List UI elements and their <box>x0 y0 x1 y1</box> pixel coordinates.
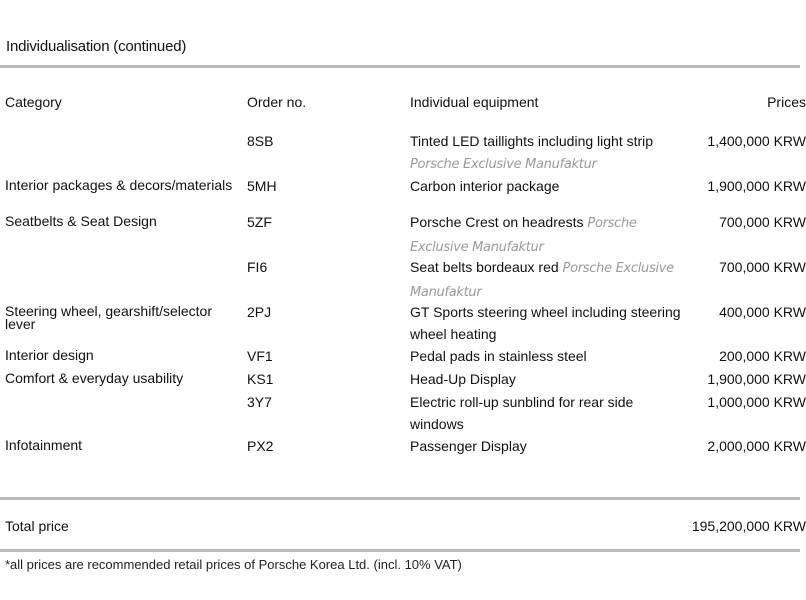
row-order-no: FI6 <box>247 259 268 275</box>
row-order-no: 2PJ <box>247 304 272 320</box>
footer-divider <box>0 549 800 552</box>
row-order-no: 5MH <box>247 178 277 194</box>
row-category: Comfort & everyday usability <box>5 370 184 386</box>
table-header <box>0 94 806 114</box>
row-category: Interior packages & decors/materials <box>5 177 233 193</box>
row-category: Steering wheel, gearshift/selector lever <box>5 303 212 332</box>
row-order-no: VF1 <box>247 348 273 364</box>
row-equipment <box>410 130 685 176</box>
row-order-no: KS1 <box>247 371 274 387</box>
row-price: 1,000,000 KRW <box>707 394 806 410</box>
row-category <box>5 130 240 134</box>
header-divider <box>0 65 800 68</box>
equipment-name: Seat belts bordeaux red <box>410 259 559 275</box>
header-prices: Prices <box>767 94 806 110</box>
page-title: Individualisation (continued) <box>6 38 187 55</box>
equipment-note: Porsche Exclusive Manufaktur <box>410 216 637 255</box>
row-category: Seatbelts & Seat Design <box>5 213 157 229</box>
row-order-no: 3Y7 <box>247 394 272 410</box>
header-category: Category <box>5 94 62 110</box>
row-price: 1,400,000 KRW <box>707 133 806 149</box>
row-price: 2,000,000 KRW <box>707 438 806 454</box>
equipment-name: Tinted LED taillights including light strip <box>410 133 654 149</box>
equipment-name: Pedal pads in stainless steel <box>410 348 587 364</box>
equipment-name: Head-Up Display <box>410 371 516 387</box>
header-equipment: Individual equipment <box>410 94 539 110</box>
equipment-note: Porsche Exclusive Manufaktur <box>410 261 674 300</box>
row-equipment <box>410 345 685 367</box>
row-category <box>5 391 240 395</box>
footnote: *all prices are recommended retail prices of Porsche Korea Ltd. (incl. 10% VAT) <box>5 557 462 572</box>
row-order-no: PX2 <box>247 438 274 454</box>
row-category: Interior design <box>5 347 94 363</box>
row-price: 1,900,000 KRW <box>707 371 806 387</box>
row-price: 200,000 KRW <box>719 348 806 364</box>
total-price-value: 195,200,000 KRW <box>691 518 806 534</box>
total-divider <box>0 497 800 500</box>
row-price: 400,000 KRW <box>719 304 806 320</box>
row-equipment <box>410 256 685 304</box>
equipment-name: GT Sports steering wheel including steering wheel heating <box>410 304 681 342</box>
header-order-no: Order no. <box>247 94 307 110</box>
row-equipment <box>410 391 685 435</box>
row-price: 1,900,000 KRW <box>707 178 806 194</box>
equipment-name: Porsche Crest on headrests <box>410 214 584 230</box>
total-price-label: Total price <box>5 518 69 534</box>
equipment-name: Carbon interior package <box>410 178 560 194</box>
row-equipment <box>410 435 685 457</box>
row-equipment <box>410 301 685 345</box>
row-price: 700,000 KRW <box>719 214 806 230</box>
row-equipment <box>410 175 685 197</box>
row-order-no: 5ZF <box>247 214 272 230</box>
equipment-name: Passenger Display <box>410 438 527 454</box>
equipment-name: Electric roll-up sunblind for rear side windows <box>410 394 634 432</box>
row-price: 700,000 KRW <box>719 259 806 275</box>
row-equipment <box>410 211 685 259</box>
row-equipment <box>410 368 685 390</box>
row-category <box>5 256 240 260</box>
row-order-no: 8SB <box>247 133 274 149</box>
row-category: Infotainment <box>5 437 83 453</box>
equipment-note: Porsche Exclusive Manufaktur <box>410 157 597 172</box>
